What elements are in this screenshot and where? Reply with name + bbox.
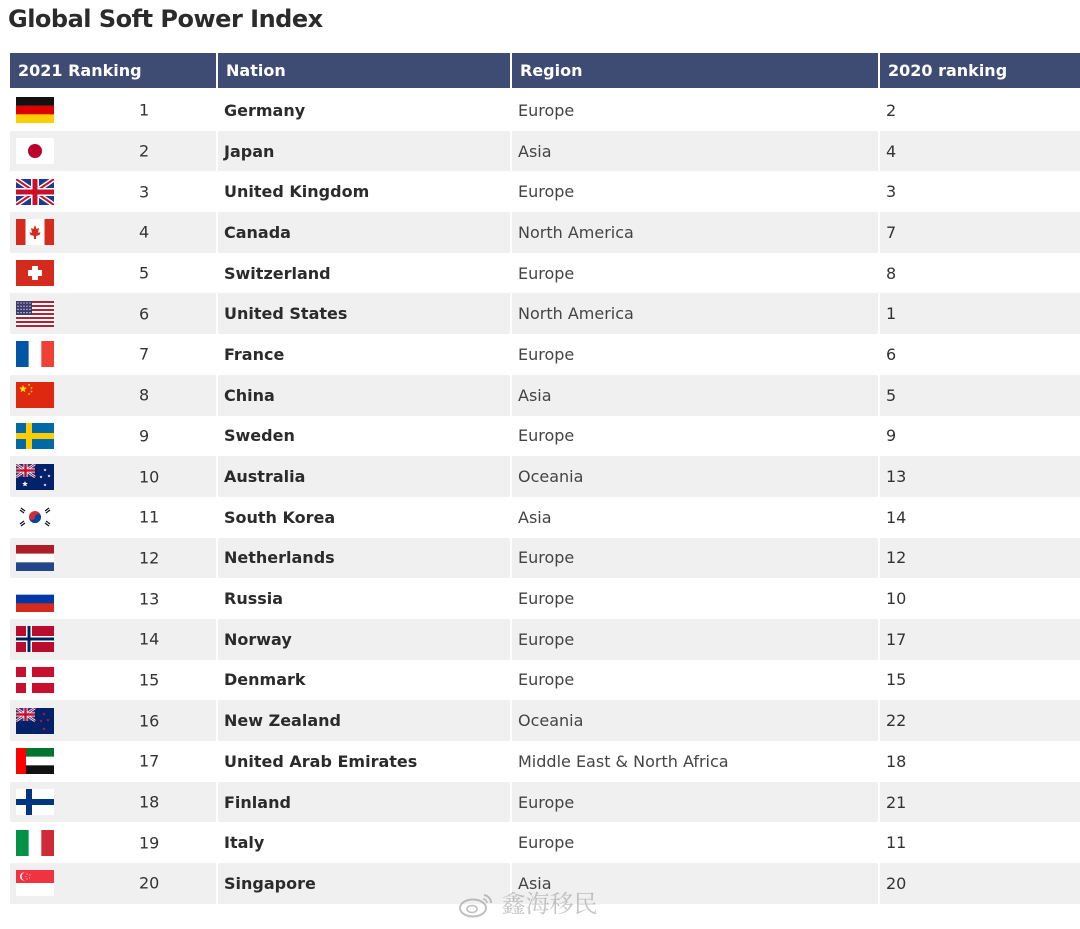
uae-flag-icon: [16, 748, 54, 774]
region-cell: Europe: [512, 416, 878, 457]
table-row: [10, 660, 1080, 701]
column-header-nation[interactable]: Nation: [218, 53, 510, 90]
rank-2020: 14: [880, 497, 1080, 538]
rank-2021: 3: [139, 182, 150, 202]
rank-cell: [10, 619, 216, 660]
rank-2020: 20: [880, 863, 1080, 904]
rank-cell: [10, 782, 216, 823]
rank-2021: 8: [139, 385, 150, 405]
region-cell: North America: [512, 212, 878, 253]
canada-flag-icon: [16, 219, 54, 245]
rank-2020: 11: [880, 822, 1080, 863]
rank-2020: 12: [880, 538, 1080, 579]
table-row: [10, 416, 1080, 457]
table-row: [10, 619, 1080, 660]
rank-cell: [10, 90, 216, 131]
rank-cell: [10, 700, 216, 741]
nation-cell: United States: [218, 293, 510, 334]
rank-cell: [10, 131, 216, 172]
nation-cell: Denmark: [218, 660, 510, 701]
table-row: [10, 700, 1080, 741]
switzerland-flag-icon: [16, 260, 54, 286]
rank-cell: [10, 171, 216, 212]
region-cell: Oceania: [512, 700, 878, 741]
table-row: [10, 822, 1080, 863]
table-header-row: [10, 53, 1080, 90]
rank-cell: [10, 293, 216, 334]
netherlands-flag-icon: [16, 545, 54, 571]
rank-2021: 16: [139, 711, 160, 731]
germany-flag-icon: [16, 97, 54, 123]
region-cell: Middle East & North Africa: [512, 741, 878, 782]
table-row: [10, 253, 1080, 294]
rank-cell: [10, 212, 216, 253]
new-zealand-flag-icon: [16, 708, 54, 734]
rank-2021: 19: [139, 833, 160, 853]
table-row: [10, 456, 1080, 497]
rank-2020: 15: [880, 660, 1080, 701]
japan-flag-icon: [16, 138, 54, 164]
sweden-flag-icon: [16, 423, 54, 449]
rank-2021: 14: [139, 629, 160, 649]
usa-flag-icon: [16, 301, 54, 327]
rank-2020: 18: [880, 741, 1080, 782]
region-cell: Europe: [512, 171, 878, 212]
nation-cell: Japan: [218, 131, 510, 172]
region-cell: North America: [512, 293, 878, 334]
rank-2020: 10: [880, 578, 1080, 619]
norway-flag-icon: [16, 626, 54, 652]
rank-2021: 12: [139, 548, 160, 568]
rank-2021: 1: [139, 100, 150, 120]
rank-cell: [10, 497, 216, 538]
rank-2021: 13: [139, 589, 160, 609]
region-cell: Asia: [512, 863, 878, 904]
rank-2021: 20: [139, 873, 160, 893]
nation-cell: Finland: [218, 782, 510, 823]
nation-cell: France: [218, 334, 510, 375]
rank-cell: [10, 578, 216, 619]
rank-2020: 22: [880, 700, 1080, 741]
rank-2021: 10: [139, 467, 160, 487]
page-title: Global Soft Power Index: [8, 5, 323, 33]
china-flag-icon: [16, 382, 54, 408]
russia-flag-icon: [16, 586, 54, 612]
rank-2021: 6: [139, 304, 150, 324]
nation-cell: New Zealand: [218, 700, 510, 741]
nation-cell: Australia: [218, 456, 510, 497]
rank-cell: [10, 822, 216, 863]
nation-cell: Canada: [218, 212, 510, 253]
watermark-text: 鑫海移民: [501, 890, 598, 918]
nation-cell: Norway: [218, 619, 510, 660]
table-row: [10, 334, 1080, 375]
weibo-icon: [458, 892, 494, 918]
rank-cell: [10, 741, 216, 782]
rank-2020: 8: [880, 253, 1080, 294]
table-row: [10, 212, 1080, 253]
region-cell: Europe: [512, 538, 878, 579]
table-row: [10, 741, 1080, 782]
region-cell: Asia: [512, 497, 878, 538]
nation-cell: United Kingdom: [218, 171, 510, 212]
table-row: [10, 171, 1080, 212]
rank-2020: 21: [880, 782, 1080, 823]
rank-2021: 18: [139, 792, 160, 812]
table-row: [10, 293, 1080, 334]
nation-cell: Sweden: [218, 416, 510, 457]
region-cell: Europe: [512, 619, 878, 660]
rank-cell: [10, 334, 216, 375]
rank-2020: 17: [880, 619, 1080, 660]
region-cell: Europe: [512, 90, 878, 131]
rank-cell: [10, 253, 216, 294]
denmark-flag-icon: [16, 667, 54, 693]
nation-cell: China: [218, 375, 510, 416]
rank-cell: [10, 456, 216, 497]
rank-2021: 7: [139, 344, 150, 364]
rank-cell: [10, 375, 216, 416]
weibo-watermark: [458, 884, 598, 919]
rank-2020: 13: [880, 456, 1080, 497]
rank-2021: 11: [139, 507, 160, 527]
rank-2020: 4: [880, 131, 1080, 172]
uk-flag-icon: [16, 179, 54, 205]
rank-cell: [10, 416, 216, 457]
rank-cell: [10, 660, 216, 701]
region-cell: Europe: [512, 334, 878, 375]
rank-cell: [10, 538, 216, 579]
region-cell: Oceania: [512, 456, 878, 497]
italy-flag-icon: [16, 830, 54, 856]
nation-cell: Germany: [218, 90, 510, 131]
rank-2021: 4: [139, 222, 150, 242]
singapore-flag-icon: [16, 870, 54, 896]
nation-cell: United Arab Emirates: [218, 741, 510, 782]
rank-2021: 17: [139, 751, 160, 771]
region-cell: Asia: [512, 375, 878, 416]
column-header-2021-ranking[interactable]: 2021 Ranking: [10, 53, 216, 90]
column-header-2020-ranking[interactable]: 2020 ranking: [880, 53, 1080, 90]
table-row: [10, 90, 1080, 131]
rank-2020: 6: [880, 334, 1080, 375]
region-cell: Europe: [512, 822, 878, 863]
column-header-region[interactable]: Region: [512, 53, 878, 90]
rank-cell: [10, 863, 216, 904]
rank-2021: 15: [139, 670, 160, 690]
table-row: [10, 538, 1080, 579]
rank-2021: 5: [139, 263, 150, 283]
rank-2020: 1: [880, 293, 1080, 334]
rank-2020: 3: [880, 171, 1080, 212]
region-cell: Europe: [512, 660, 878, 701]
table-row: [10, 131, 1080, 172]
nation-cell: Switzerland: [218, 253, 510, 294]
france-flag-icon: [16, 341, 54, 367]
region-cell: Europe: [512, 253, 878, 294]
table-row: [10, 578, 1080, 619]
south-korea-flag-icon: [16, 504, 54, 530]
rank-2021: 9: [139, 426, 150, 446]
nation-cell: South Korea: [218, 497, 510, 538]
table-row: [10, 375, 1080, 416]
nation-cell: Italy: [218, 822, 510, 863]
rank-2020: 7: [880, 212, 1080, 253]
soft-power-table: [8, 53, 1080, 904]
region-cell: Europe: [512, 782, 878, 823]
nation-cell: Netherlands: [218, 538, 510, 579]
rank-2020: 9: [880, 416, 1080, 457]
australia-flag-icon: [16, 464, 54, 490]
table-row: [10, 782, 1080, 823]
region-cell: Asia: [512, 131, 878, 172]
finland-flag-icon: [16, 789, 54, 815]
rank-2020: 2: [880, 90, 1080, 131]
rank-2020: 5: [880, 375, 1080, 416]
rank-2021: 2: [139, 141, 150, 161]
nation-cell: Singapore: [218, 863, 510, 904]
table-row: [10, 497, 1080, 538]
region-cell: Europe: [512, 578, 878, 619]
nation-cell: Russia: [218, 578, 510, 619]
